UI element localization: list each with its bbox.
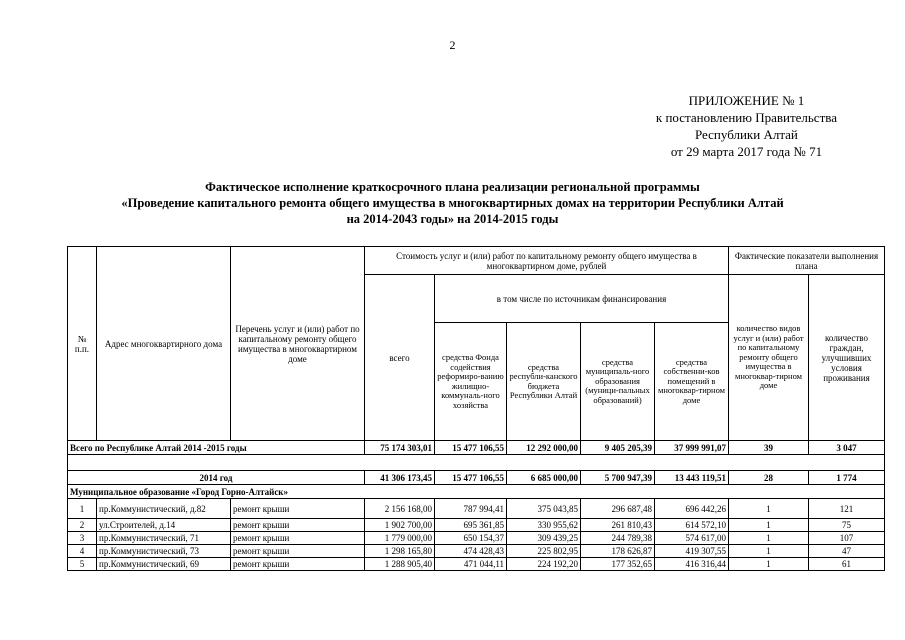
- row-fund: 787 994,41: [435, 499, 507, 519]
- appendix-block: [656, 92, 837, 160]
- row-total: 1 288 905,40: [365, 558, 435, 571]
- row-total: 1 902 700,00: [365, 519, 435, 532]
- row-fund: 695 361,85: [435, 519, 507, 532]
- row-citizens: 75: [809, 519, 885, 532]
- row-citizens: 47: [809, 545, 885, 558]
- header-total: всего: [365, 275, 435, 441]
- year-row-count: 28: [729, 471, 809, 485]
- year-row: [68, 471, 885, 485]
- row-total: 2 156 168,00: [365, 499, 435, 519]
- row-num: 1: [68, 499, 97, 519]
- row-owners: 696 442,26: [655, 499, 729, 519]
- year-row-total: 41 306 173,45: [365, 471, 435, 485]
- row-num: 3: [68, 532, 97, 545]
- row-municipal: 244 789,38: [581, 532, 655, 545]
- table-row: [68, 545, 885, 558]
- row-total: 1 298 165,80: [365, 545, 435, 558]
- year-row-owners: 13 443 119,51: [655, 471, 729, 485]
- row-fund: 471 044,11: [435, 558, 507, 571]
- table-row: [68, 519, 885, 532]
- row-citizens: 107: [809, 532, 885, 545]
- row-count: 1: [729, 545, 809, 558]
- total-row-republic: 12 292 000,00: [507, 441, 581, 455]
- total-row-count: 39: [729, 441, 809, 455]
- row-municipal: 178 626,87: [581, 545, 655, 558]
- appendix-title: ПРИЛОЖЕНИЕ № 1: [688, 93, 805, 108]
- page-number: 2: [449, 38, 456, 52]
- row-address: пр.Коммунистический, 71: [97, 532, 231, 545]
- header-cost-group: Стоимость услуг и (или) работ по капитальному ремонту общего имущества в многоквартирном доме, рублей: [365, 247, 729, 275]
- row-owners: 614 572,10: [655, 519, 729, 532]
- row-service: ремонт крыши: [231, 519, 365, 532]
- municipality-row: [68, 485, 885, 499]
- total-row-fund: 15 477 106,55: [435, 441, 507, 455]
- total-row-citizens: 3 047: [809, 441, 885, 455]
- row-total: 1 779 000,00: [365, 532, 435, 545]
- row-republic: 330 955,62: [507, 519, 581, 532]
- header-address: Адрес многоквартирного дома: [97, 247, 231, 441]
- row-municipal: 177 352,65: [581, 558, 655, 571]
- row-municipal: 261 810,43: [581, 519, 655, 532]
- row-num: 4: [68, 545, 97, 558]
- total-row-owners: 37 999 991,07: [655, 441, 729, 455]
- row-owners: 574 617,00: [655, 532, 729, 545]
- municipality-label: Муниципальное образование «Город Горно-Алтайск»: [68, 485, 885, 499]
- row-address: пр.Коммунистический, 73: [97, 545, 231, 558]
- appendix-resolution: к постановлению Правительства: [655, 110, 837, 125]
- row-address: пр.Коммунистический, 69: [97, 558, 231, 571]
- appendix-region: Республики Алтай: [694, 127, 798, 142]
- row-num: 2: [68, 519, 97, 532]
- spacer-cell: [68, 455, 885, 471]
- row-service: ремонт крыши: [231, 558, 365, 571]
- header-sources-group: в том числе по источникам финансирования: [435, 275, 729, 323]
- table-row: [68, 532, 885, 545]
- row-num: 5: [68, 558, 97, 571]
- header-num: № п.п.: [68, 247, 97, 441]
- title-line-1: Фактическое исполнение краткосрочного плана реализации региональной программы: [205, 180, 700, 194]
- spacer-row: [68, 455, 885, 471]
- row-republic: 375 043,85: [507, 499, 581, 519]
- row-service: ремонт крыши: [231, 545, 365, 558]
- row-owners: 419 307,55: [655, 545, 729, 558]
- row-fund: 650 154,37: [435, 532, 507, 545]
- row-citizens: 61: [809, 558, 885, 571]
- year-row-republic: 6 685 000,00: [507, 471, 581, 485]
- total-row-municipal: 9 405 205,39: [581, 441, 655, 455]
- total-row-label: Всего по Республике Алтай 2014 -2015 годы: [68, 441, 365, 455]
- year-row-municipal: 5 700 947,39: [581, 471, 655, 485]
- row-count: 1: [729, 532, 809, 545]
- title-line-2: «Проведение капитального ремонта общего имущества в многоквартирных домах на территории Республики Алтай: [121, 196, 784, 210]
- header-services: Перечень услуг и (или) работ по капитальному ремонту общего имущества в многоквартирном доме: [231, 247, 365, 441]
- total-row: [68, 441, 885, 455]
- row-citizens: 121: [809, 499, 885, 519]
- row-municipal: 296 687,48: [581, 499, 655, 519]
- row-republic: 225 802,95: [507, 545, 581, 558]
- table-row: [68, 558, 885, 571]
- row-count: 1: [729, 499, 809, 519]
- row-address: ул.Строителей, д.14: [97, 519, 231, 532]
- row-address: пр.Коммунистический, д.82: [97, 499, 231, 519]
- row-service: ремонт крыши: [231, 499, 365, 519]
- table-row: [68, 499, 885, 519]
- row-fund: 474 428,43: [435, 545, 507, 558]
- year-row-label: 2014 год: [68, 471, 365, 485]
- appendix-date: от 29 марта 2017 года № 71: [670, 144, 823, 159]
- title-line-3: на 2014-2043 годы» на 2014-2015 годы: [346, 212, 559, 226]
- year-row-fund: 15 477 106,55: [435, 471, 507, 485]
- row-count: 1: [729, 558, 809, 571]
- document-title: [0, 179, 905, 227]
- header-citizens: количество граждан, улучшивших условия проживания: [809, 275, 885, 441]
- row-republic: 309 439,25: [507, 532, 581, 545]
- header-municipal: средства муниципаль-ного образования (муници-пальных образований): [581, 323, 655, 441]
- header-actual-group: Фактические показатели выполнения плана: [729, 247, 885, 275]
- row-service: ремонт крыши: [231, 532, 365, 545]
- header-owners: средства собственни-ков помещений в многоквар-тирном доме: [655, 323, 729, 441]
- header-fund: средства Фонда содействия реформиро-ванию жилищно-коммуналь-ного хозяйства: [435, 323, 507, 441]
- row-republic: 224 192,20: [507, 558, 581, 571]
- year-row-citizens: 1 774: [809, 471, 885, 485]
- row-owners: 416 316,44: [655, 558, 729, 571]
- header-count-services: количество видов услуг и (или) работ по капитальному ремонту общего имущества в многоквар-тирном доме: [729, 275, 809, 441]
- header-republic: средства республи-канского бюджета Республики Алтай: [507, 323, 581, 441]
- row-count: 1: [729, 519, 809, 532]
- report-table: [67, 246, 885, 571]
- total-row-total: 75 174 303,01: [365, 441, 435, 455]
